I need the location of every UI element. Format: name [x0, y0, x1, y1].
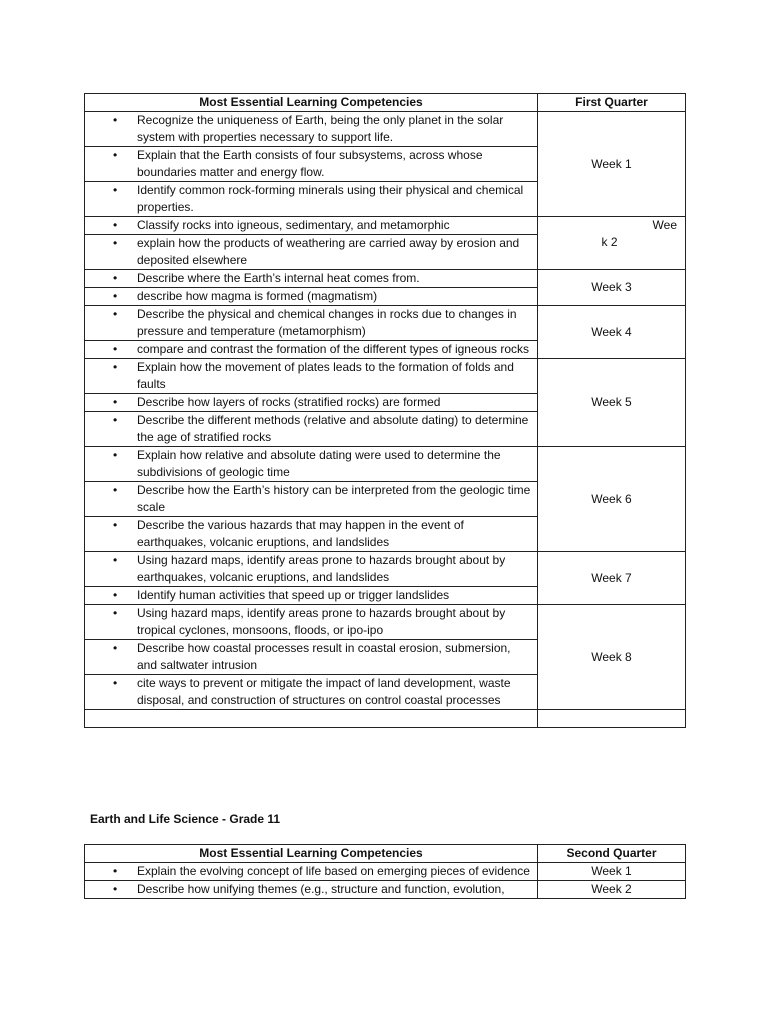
competency-text: Describe how unifying themes (e.g., structure and function, evolution, — [137, 882, 505, 896]
competency-text: Describe the various hazards that may happen in the event of earthquakes, volcanic eruptions, and landslides — [137, 518, 464, 549]
competency-text: Describe where the Earth’s internal heat comes from. — [137, 271, 420, 285]
header-quarter: First Quarter — [538, 94, 686, 112]
bullet-icon: • — [113, 518, 118, 532]
week-label-part: Wee — [652, 218, 677, 232]
second-quarter-table — [84, 844, 686, 899]
bullet-icon: • — [113, 588, 118, 602]
table-header-row — [85, 94, 686, 112]
bullet-icon: • — [113, 882, 118, 896]
bullet-icon: • — [113, 271, 118, 285]
table-row — [85, 552, 686, 587]
table-row — [85, 863, 686, 881]
table-row — [85, 881, 686, 899]
competency-text: Describe how the Earth’s history can be interpreted from the geologic time scale — [137, 483, 531, 514]
week-cell: Week 6 — [538, 447, 686, 552]
bullet-icon: • — [113, 148, 118, 162]
table-row — [85, 306, 686, 341]
competency-text: Explain that the Earth consists of four subsystems, across whose boundaries matter and energy flow. — [137, 148, 483, 179]
table-row — [85, 605, 686, 640]
bullet-icon: • — [113, 413, 118, 427]
competency-text: Identify common rock-forming minerals using their physical and chemical properties. — [137, 183, 524, 214]
table-header-row — [85, 845, 686, 863]
bullet-icon: • — [113, 483, 118, 497]
competency-text: cite ways to prevent or mitigate the impact of land development, waste disposal, and construction of structures on control coastal processes — [137, 676, 511, 707]
bullet-icon: • — [113, 606, 118, 620]
bullet-icon: • — [113, 864, 118, 878]
table-row — [85, 447, 686, 482]
week-cell: Week 7 — [538, 552, 686, 605]
bullet-icon: • — [113, 218, 118, 232]
bullet-icon: • — [113, 641, 118, 655]
competency-text: Describe the different methods (relative and absolute dating) to determine the age of stratified rocks — [137, 413, 529, 444]
header-competencies: Most Essential Learning Competencies — [85, 94, 538, 112]
week-cell: Week 3 — [538, 270, 686, 306]
bullet-icon: • — [113, 289, 118, 303]
bullet-icon: • — [113, 183, 118, 197]
competency-text: Explain how relative and absolute dating were used to determine the subdivisions of geologic time — [137, 448, 501, 479]
week-cell: Week 2 — [538, 881, 686, 899]
first-quarter-table — [84, 93, 686, 728]
empty-row — [85, 710, 686, 728]
bullet-icon: • — [113, 553, 118, 567]
bullet-icon: • — [113, 236, 118, 250]
week-label-part: k 2 — [601, 235, 618, 249]
header-quarter: Second Quarter — [538, 845, 686, 863]
competency-text: Describe the physical and chemical changes in rocks due to changes in pressure and temperature (metamorphism) — [137, 307, 517, 338]
competency-text: explain how the products of weathering are carried away by erosion and deposited elsewhere — [137, 236, 520, 267]
week-cell: Week 4 — [538, 306, 686, 359]
competency-text: Identify human activities that speed up or trigger landslides — [137, 588, 450, 602]
competency-text: Classify rocks into igneous, sedimentary, and metamorphic — [137, 218, 450, 232]
competency-text: describe how magma is formed (magmatism) — [137, 289, 378, 303]
competency-text: Recognize the uniqueness of Earth, being the only planet in the solar system with properties necessary to support life. — [137, 113, 504, 144]
table-row — [85, 359, 686, 394]
table-row — [85, 112, 686, 147]
competency-text: compare and contrast the formation of the different types of igneous rocks — [137, 342, 529, 356]
week-cell: Week 1 — [538, 863, 686, 881]
competency-text: Explain the evolving concept of life based on emerging pieces of evidence — [137, 864, 530, 878]
week-cell — [538, 217, 686, 270]
subject-title: Earth and Life Science - Grade 11 — [90, 812, 281, 826]
bullet-icon: • — [113, 676, 118, 690]
week-cell: Week 5 — [538, 359, 686, 447]
competency-text: Describe how coastal processes result in coastal erosion, submersion, and saltwater intrusion — [137, 641, 511, 672]
bullet-icon: • — [113, 448, 118, 462]
competency-text: Describe how layers of rocks (stratified rocks) are formed — [137, 395, 441, 409]
bullet-icon: • — [113, 360, 118, 374]
competency-text: Using hazard maps, identify areas prone to hazards brought about by tropical cyclones, monsoons, floods, or ipo-ipo — [137, 606, 506, 637]
table-row — [85, 270, 686, 288]
week-cell: Week 8 — [538, 605, 686, 710]
bullet-icon: • — [113, 307, 118, 321]
competency-text: Explain how the movement of plates leads to the formation of folds and faults — [137, 360, 514, 391]
header-competencies: Most Essential Learning Competencies — [85, 845, 538, 863]
competency-text: Using hazard maps, identify areas prone to hazards brought about by earthquakes, volcanic eruptions, and landslides — [137, 553, 506, 584]
week-cell: Week 1 — [538, 112, 686, 217]
bullet-icon: • — [113, 113, 118, 127]
bullet-icon: • — [113, 395, 118, 409]
bullet-icon: • — [113, 342, 118, 356]
table-row — [85, 217, 686, 235]
